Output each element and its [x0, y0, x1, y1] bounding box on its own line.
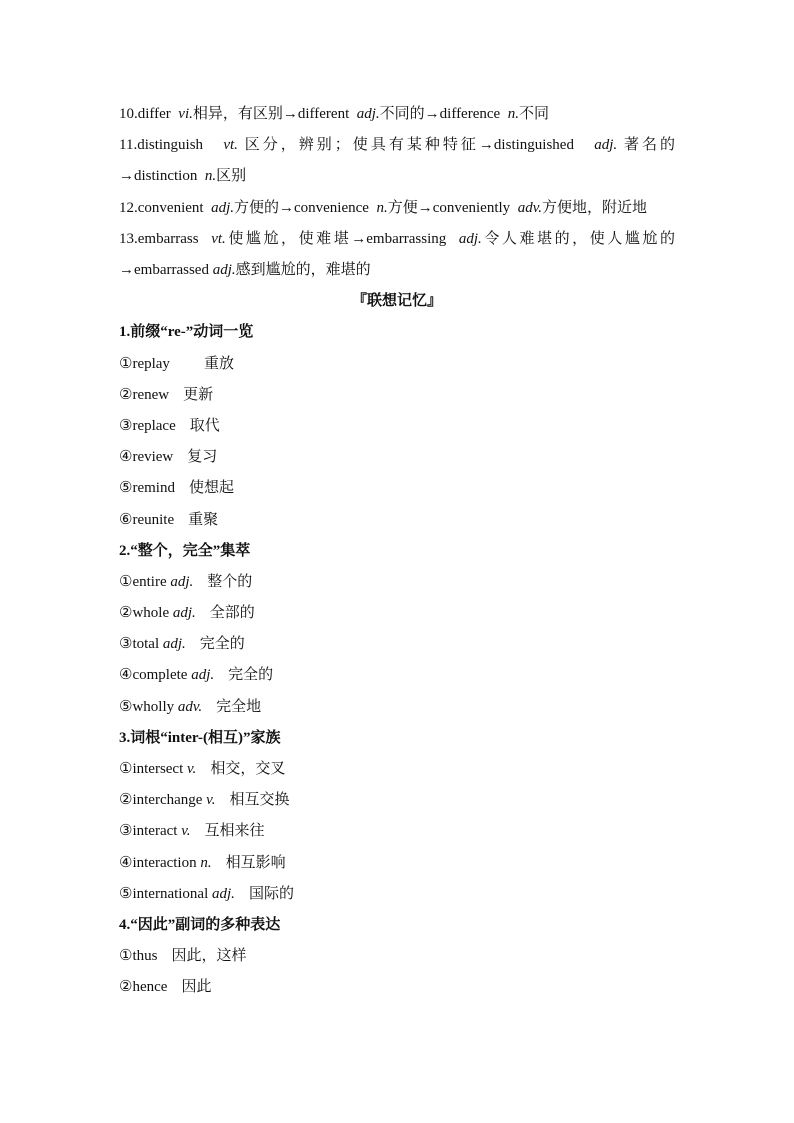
list-item — [119, 816, 675, 847]
list-item — [119, 848, 675, 879]
vocab-text: 令人难堪的，使人尴尬的→embarrassed — [119, 230, 675, 279]
group-title: 3.词根“inter-(相互)”家族 — [119, 729, 281, 746]
item-word: review — [132, 449, 174, 466]
vocab-entry — [119, 99, 675, 130]
item-marker: ⑤ — [119, 698, 133, 715]
vocab-text: embarrass — [137, 230, 212, 247]
item-marker: ③ — [119, 823, 133, 840]
item-marker: ② — [119, 386, 133, 403]
item-marker: ④ — [119, 667, 133, 684]
part-of-speech: adj. — [211, 199, 234, 216]
item-meaning: 更新 — [183, 386, 214, 403]
item-meaning: 完全的 — [228, 667, 274, 684]
item-meaning: 完全的 — [199, 636, 245, 653]
vocab-text: 感到尴尬的，难堪的 — [235, 262, 371, 279]
item-marker: ④ — [119, 449, 133, 466]
item-word: reunite — [132, 511, 175, 528]
vocab-text: 使尴尬，使难堪→embarrassing — [225, 230, 459, 247]
part-of-speech: vt. — [223, 137, 238, 154]
part-of-speech: n. — [376, 199, 388, 216]
list-item — [119, 660, 675, 691]
item-word: entire — [132, 573, 167, 590]
item-word: replace — [132, 417, 176, 434]
list-item — [119, 972, 675, 1003]
item-marker: ③ — [119, 636, 133, 653]
part-of-speech: adj. — [458, 230, 482, 247]
list-item — [119, 473, 675, 504]
vocab-entry — [119, 130, 675, 192]
list-item — [119, 692, 675, 723]
item-meaning: 因此 — [181, 979, 212, 996]
vocab-text: 相异，有区别→different — [192, 106, 357, 122]
item-marker: ① — [119, 761, 133, 778]
part-of-speech: n. — [507, 106, 519, 122]
part-of-speech: v. — [187, 761, 197, 778]
list-item — [119, 442, 675, 473]
list-item — [119, 505, 675, 536]
vocab-entry — [119, 193, 675, 224]
vocab-text: 不同的→difference — [379, 106, 508, 122]
part-of-speech: adv. — [517, 199, 542, 216]
group-title: 2.“整个，完全”集萃 — [119, 542, 251, 559]
list-item — [119, 754, 675, 785]
vocab-text: 著名的→distinction — [119, 137, 675, 185]
vocab-text: 方便→conveniently — [387, 199, 518, 216]
item-meaning: 使想起 — [188, 480, 234, 497]
vocab-entry — [119, 224, 675, 286]
part-of-speech: adv. — [177, 698, 203, 715]
item-marker: ② — [119, 605, 133, 622]
part-of-speech: adj. — [191, 667, 215, 684]
list-item — [119, 785, 675, 816]
list-item — [119, 349, 675, 380]
part-of-speech: adj. — [594, 137, 618, 154]
item-marker: ① — [119, 948, 133, 965]
vocab-entry-number: 13. — [119, 230, 138, 247]
part-of-speech: n. — [200, 854, 212, 871]
vocab-entry-number: 12. — [119, 199, 138, 216]
item-word: international — [132, 885, 209, 902]
vocab-list — [119, 99, 675, 286]
part-of-speech: v. — [206, 792, 216, 809]
vocab-text: distinguish — [137, 137, 224, 154]
list-item — [119, 629, 675, 660]
vocab-text: 区别 — [216, 168, 247, 185]
item-meaning: 重放 — [203, 355, 234, 372]
part-of-speech: vt. — [211, 230, 226, 247]
item-word: renew — [132, 386, 170, 403]
item-meaning: 因此，这样 — [171, 948, 247, 965]
list-item — [119, 380, 675, 411]
document-page — [119, 99, 675, 1004]
vocab-entry-number: 10. — [119, 106, 138, 122]
item-meaning: 取代 — [189, 417, 220, 434]
vocab-text: differ — [137, 106, 179, 122]
item-meaning: 整个的 — [207, 573, 253, 590]
item-word: interaction — [132, 854, 197, 871]
item-word: complete — [132, 667, 188, 684]
item-marker: ⑤ — [119, 480, 133, 497]
item-meaning: 国际的 — [248, 885, 294, 902]
vocab-text: convenient — [137, 199, 212, 216]
list-item — [119, 598, 675, 629]
vocab-text: 不同 — [518, 106, 549, 122]
memory-groups — [119, 317, 675, 1003]
group-title: 1.前缀“re-”动词一览 — [119, 324, 254, 341]
part-of-speech: adj. — [212, 885, 235, 902]
item-word: remind — [132, 480, 175, 497]
list-item — [119, 567, 675, 598]
item-word: wholly — [132, 698, 175, 715]
item-marker: ④ — [119, 854, 133, 871]
item-meaning: 互相来往 — [204, 823, 265, 840]
item-marker: ③ — [119, 417, 133, 434]
item-word: interact — [132, 823, 178, 840]
item-word: hence — [132, 979, 168, 996]
item-word: intersect — [132, 761, 184, 778]
list-item — [119, 879, 675, 910]
item-word: interchange — [132, 792, 203, 809]
item-marker: ② — [119, 979, 133, 996]
item-marker: ① — [119, 573, 133, 590]
item-marker: ⑤ — [119, 885, 133, 902]
part-of-speech: v. — [181, 823, 191, 840]
item-meaning: 复习 — [187, 449, 218, 466]
item-meaning: 全部的 — [209, 605, 255, 622]
item-meaning: 相互影响 — [225, 854, 286, 871]
vocab-text: 方便地，附近地 — [541, 199, 647, 216]
part-of-speech: adj. — [172, 605, 196, 622]
part-of-speech: adj. — [356, 106, 380, 122]
item-meaning: 重聚 — [188, 511, 219, 528]
item-meaning: 相交，交叉 — [210, 761, 286, 778]
list-item — [119, 941, 675, 972]
group-title: 4.“因此”副词的多种表达 — [119, 916, 281, 933]
part-of-speech: adj. — [170, 573, 194, 590]
part-of-speech: n. — [204, 168, 217, 185]
part-of-speech: adj. — [212, 262, 236, 279]
item-word: replay — [132, 355, 170, 372]
item-meaning: 相互交换 — [229, 792, 290, 809]
part-of-speech: vi. — [178, 106, 193, 122]
item-word: thus — [132, 948, 158, 965]
item-word: whole — [132, 605, 170, 622]
vocab-entry-number: 11. — [119, 137, 138, 154]
item-marker: ① — [119, 355, 133, 372]
section-title: 『联想记忆』 — [351, 293, 442, 310]
vocab-text: 方便的→convenience — [233, 199, 377, 216]
list-item — [119, 411, 675, 442]
item-word: total — [132, 636, 160, 653]
vocab-text: 区分，辨别；使具有某种特征→distinguished — [237, 137, 595, 154]
item-marker: ⑥ — [119, 511, 133, 528]
item-meaning: 完全地 — [216, 698, 262, 715]
item-marker: ② — [119, 792, 133, 809]
part-of-speech: adj. — [162, 636, 186, 653]
